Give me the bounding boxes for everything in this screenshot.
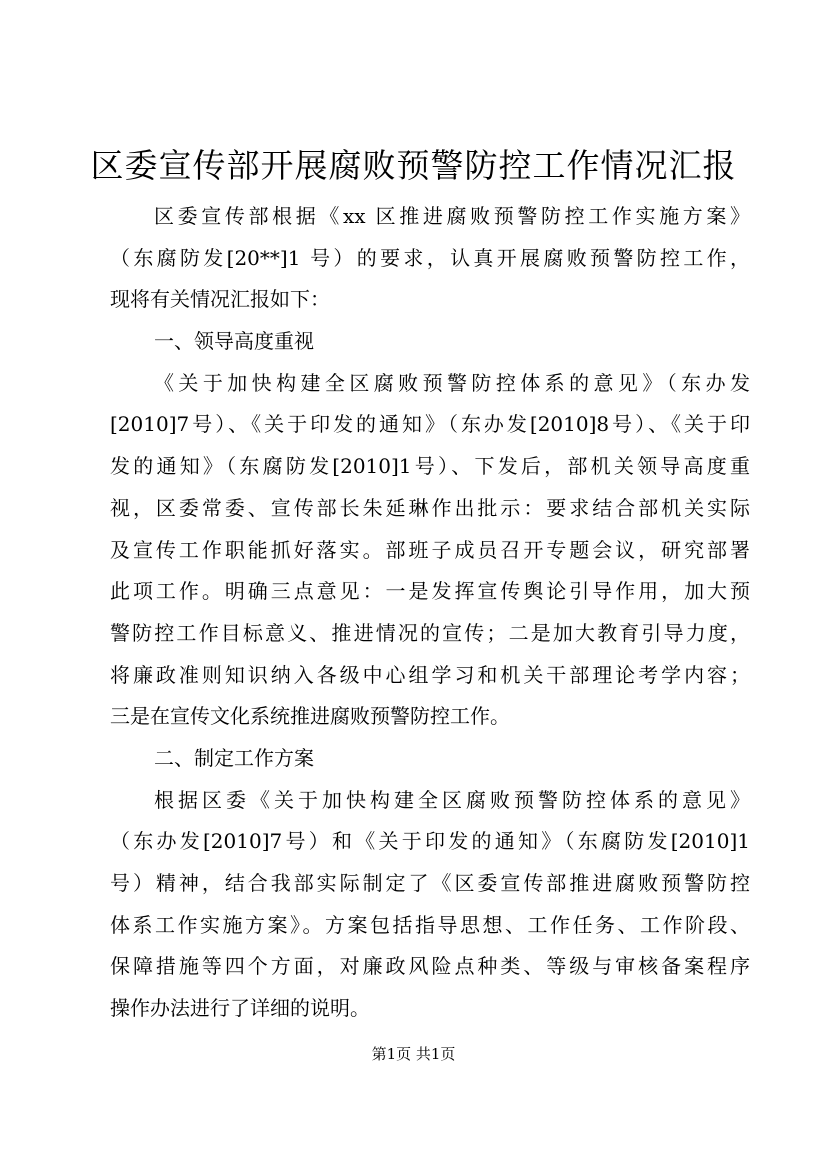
paragraph-3-line-2: （东办发[2010]7号）和《关于印发的通知》（东腐防发[2010]1 bbox=[110, 829, 750, 854]
paragraph-2-line-1: 《关于加快构建全区腐败预警防控体系的意见》（东办发 bbox=[154, 370, 750, 395]
paragraph-2-line-6: 此项工作。明确三点意见：一是发挥宣传舆论引导作用，加大预 bbox=[110, 579, 750, 604]
paragraph-2-line-3: 发的通知》（东腐防发[2010]1号）、下发后，部机关领导高度重 bbox=[110, 454, 750, 479]
paragraph-2-line-2: [2010]7号）、《关于印发的通知》（东办发[2010]8号）、《关于印 bbox=[110, 412, 750, 437]
paragraph-1-line-3: 现将有关情况汇报如下： bbox=[110, 287, 330, 312]
section-heading-1: 一、领导高度重视 bbox=[154, 329, 314, 354]
paragraph-1-line-2: （东腐防发[20**]1 号）的要求，认真开展腐败预警防控工作， bbox=[110, 245, 750, 270]
document-title: 区委宣传部开展腐败预警防控工作情况汇报 bbox=[90, 146, 737, 185]
paragraph-3-line-5: 保障措施等四个方面，对廉政风险点种类、等级与审核备案程序 bbox=[110, 954, 750, 979]
page-number-footer: 第1页 共1页 bbox=[371, 1045, 456, 1063]
paragraph-2-line-9: 三是在宣传文化系统推进腐败预警防控工作。 bbox=[110, 704, 510, 729]
document-body bbox=[110, 196, 750, 1030]
paragraph-3-line-3: 号）精神，结合我部实际制定了《区委宣传部推进腐败预警防控 bbox=[110, 871, 750, 895]
paragraph-2-line-7: 警防控工作目标意义、推进情况的宣传；二是加大教育引导力度， bbox=[110, 620, 750, 645]
paragraph-3-line-4: 体系工作实施方案》。方案包括指导思想、工作任务、工作阶段、 bbox=[110, 912, 750, 937]
section-heading-2: 二、制定工作方案 bbox=[154, 745, 314, 770]
paragraph-2-line-5: 及宣传工作职能抓好落实。部班子成员召开专题会议，研究部署 bbox=[110, 537, 750, 562]
paragraph-2-line-4: 视，区委常委、宣传部长朱延琳作出批示：要求结合部机关实际 bbox=[110, 495, 750, 520]
paragraph-3-line-1: 根据区委《关于加快构建全区腐败预警防控体系的意见》 bbox=[154, 787, 750, 812]
paragraph-2-line-8: 将廉政准则知识纳入各级中心组学习和机关干部理论考学内容； bbox=[110, 662, 750, 687]
paragraph-3-line-6: 操作办法进行了详细的说明。 bbox=[110, 996, 370, 1021]
paragraph-1-line-1: 区委宣传部根据《xx 区推进腐败预警防控工作实施方案》 bbox=[154, 204, 750, 228]
